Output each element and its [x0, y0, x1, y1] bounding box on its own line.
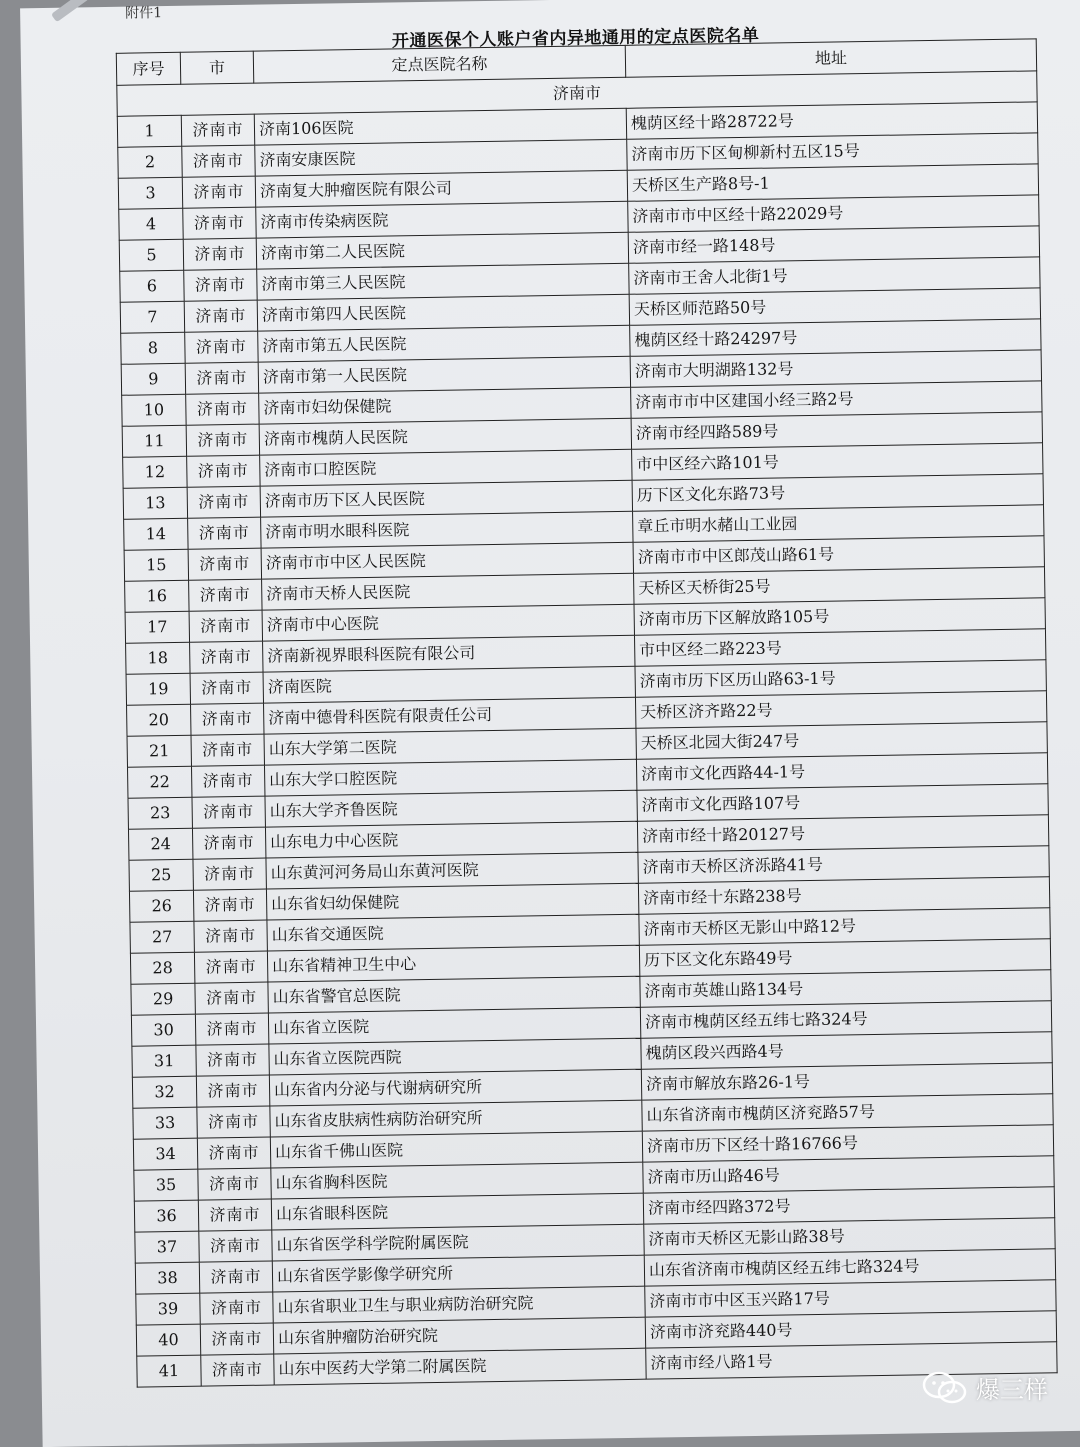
row-hospital-name: 济南市市中区人民医院	[261, 542, 633, 579]
row-address: 槐荫区经十路24297号	[630, 319, 1041, 356]
row-address: 济南市历山路46号	[643, 1156, 1054, 1193]
row-address: 济南市经八路1号	[646, 1342, 1057, 1379]
row-hospital-name: 济南市第四人民医院	[257, 294, 629, 331]
row-number: 5	[119, 239, 183, 271]
row-address: 市中区经六路101号	[632, 443, 1043, 480]
row-address: 市中区经二路223号	[634, 629, 1045, 666]
row-address: 历下区文化东路49号	[639, 939, 1050, 976]
row-number: 41	[137, 1355, 201, 1387]
row-city: 济南市	[187, 455, 260, 487]
row-city: 济南市	[195, 982, 268, 1014]
row-hospital-name: 济南新视界眼科医院有限公司	[263, 635, 635, 672]
row-hospital-name: 山东省精神卫生中心	[267, 945, 639, 982]
row-address: 天桥区济齐路22号	[635, 691, 1046, 728]
row-number: 24	[128, 828, 192, 860]
column-header-no: 序号	[116, 52, 180, 85]
row-number: 2	[118, 146, 182, 178]
row-hospital-name: 山东省交通医院	[267, 914, 639, 951]
row-number: 32	[132, 1076, 196, 1108]
row-address: 济南市经一路148号	[628, 226, 1039, 263]
row-address: 济南市天桥区无影山中路12号	[639, 908, 1050, 945]
row-city: 济南市	[193, 889, 266, 921]
row-city: 济南市	[194, 920, 267, 952]
row-city: 济南市	[184, 269, 257, 301]
row-address: 济南市经四路589号	[631, 412, 1042, 449]
row-city: 济南市	[189, 579, 262, 611]
row-hospital-name: 济南复大肿瘤医院有限公司	[255, 170, 627, 207]
row-address: 天桥区师范路50号	[629, 288, 1040, 325]
row-address: 济南市槐荫区经五纬七路324号	[640, 1001, 1051, 1038]
row-hospital-name: 济南市口腔医院	[260, 449, 632, 486]
row-number: 11	[122, 425, 186, 457]
row-address: 天桥区北园大街247号	[636, 722, 1047, 759]
row-hospital-name: 济南市历下区人民医院	[260, 480, 632, 517]
row-city: 济南市	[192, 796, 265, 828]
row-hospital-name: 济南市第一人民医院	[258, 356, 630, 393]
row-hospital-name: 济南市明水眼科医院	[261, 511, 633, 548]
row-city: 济南市	[198, 1199, 271, 1231]
row-number: 21	[127, 735, 191, 767]
row-number: 35	[134, 1169, 198, 1201]
row-number: 33	[133, 1107, 197, 1139]
row-number: 30	[131, 1014, 195, 1046]
row-address: 章丘市明水赭山工业园	[633, 505, 1044, 542]
row-hospital-name: 山东省眼科医院	[271, 1193, 643, 1230]
row-number: 20	[127, 704, 191, 736]
row-address: 历下区文化东路73号	[632, 474, 1043, 511]
row-number: 6	[120, 270, 184, 302]
row-number: 26	[129, 890, 193, 922]
row-number: 31	[132, 1045, 196, 1077]
row-number: 28	[130, 952, 194, 984]
row-city: 济南市	[186, 424, 259, 456]
row-number: 22	[127, 766, 191, 798]
row-address: 济南市市中区玉兴路17号	[645, 1280, 1056, 1317]
watermark-text: 爆三样	[976, 1376, 1048, 1404]
row-hospital-name: 济南市第三人民医院	[257, 263, 629, 300]
row-hospital-name: 山东省警官总医院	[268, 976, 640, 1013]
row-hospital-name: 山东大学口腔医院	[264, 759, 636, 796]
row-city: 济南市	[197, 1106, 270, 1138]
row-number: 23	[128, 797, 192, 829]
row-city: 济南市	[181, 114, 254, 146]
row-city: 济南市	[189, 610, 262, 642]
row-hospital-name: 济南中德骨科医院有限责任公司	[264, 697, 636, 734]
row-city: 济南市	[191, 703, 264, 735]
row-city: 济南市	[194, 951, 267, 983]
row-hospital-name: 山东中医药大学第二附属医院	[274, 1348, 646, 1385]
attachment-label: 附件1	[125, 5, 163, 22]
row-city: 济南市	[193, 858, 266, 890]
row-city: 济南市	[182, 176, 255, 208]
row-address: 济南市大明湖路132号	[630, 350, 1041, 387]
row-address: 济南市历下区历山路63-1号	[635, 660, 1046, 697]
row-city: 济南市	[190, 672, 263, 704]
document-title: 开通医保个人账户省内异地通用的定点医院名单	[391, 25, 760, 52]
row-number: 37	[135, 1231, 199, 1263]
row-city: 济南市	[191, 734, 264, 766]
row-address: 济南市经十路20127号	[637, 815, 1048, 852]
row-address: 济南市济兖路440号	[645, 1311, 1056, 1348]
row-city: 济南市	[185, 362, 258, 394]
row-hospital-name: 山东省胸科医院	[271, 1162, 643, 1199]
row-city: 济南市	[198, 1168, 271, 1200]
column-header-address: 地址	[625, 39, 1036, 77]
section-label: 济南市	[117, 71, 1037, 116]
row-hospital-name: 山东省妇幼保健院	[266, 883, 638, 920]
row-number: 39	[136, 1293, 200, 1325]
row-city: 济南市	[200, 1292, 273, 1324]
row-address: 济南市文化西路107号	[637, 784, 1048, 821]
row-number: 16	[125, 580, 189, 612]
row-number: 1	[117, 115, 181, 147]
row-hospital-name: 济南106医院	[254, 108, 626, 145]
row-city: 济南市	[183, 207, 256, 239]
row-number: 36	[134, 1200, 198, 1232]
row-number: 10	[122, 394, 186, 426]
row-number: 12	[123, 456, 187, 488]
row-city: 济南市	[190, 641, 263, 673]
row-number: 3	[118, 177, 182, 209]
row-address: 济南市市中区建国小经三路2号	[631, 381, 1042, 418]
row-hospital-name: 济南市天桥人民医院	[262, 573, 634, 610]
row-address: 济南市市中区经十路22029号	[628, 195, 1039, 232]
row-city: 济南市	[184, 300, 257, 332]
row-address: 济南市历下区甸柳新村五区15号	[627, 133, 1038, 170]
column-header-city: 市	[180, 51, 253, 84]
row-number: 34	[133, 1138, 197, 1170]
row-hospital-name: 山东大学齐鲁医院	[265, 790, 637, 827]
hospital-table	[116, 38, 1058, 1387]
row-hospital-name: 济南市第二人民医院	[256, 232, 628, 269]
row-city: 济南市	[185, 331, 258, 363]
row-address: 山东省济南市槐荫区济兖路57号	[642, 1094, 1053, 1131]
row-hospital-name: 山东省内分泌与代谢病研究所	[269, 1069, 641, 1106]
row-number: 13	[123, 487, 187, 519]
row-number: 40	[136, 1324, 200, 1356]
row-address: 济南市历下区解放路105号	[634, 598, 1045, 635]
row-city: 济南市	[182, 145, 255, 177]
row-address: 济南市英雄山路134号	[640, 970, 1051, 1007]
row-city: 济南市	[188, 517, 261, 549]
row-number: 27	[130, 921, 194, 953]
row-hospital-name: 山东省立医院	[268, 1007, 640, 1044]
row-hospital-name: 山东电力中心医院	[265, 821, 637, 858]
row-city: 济南市	[196, 1044, 269, 1076]
row-city: 济南市	[188, 548, 261, 580]
row-hospital-name: 山东省皮肤病性病防治研究所	[270, 1100, 642, 1137]
row-number: 4	[119, 208, 183, 240]
row-hospital-name: 济南市槐荫人民医院	[259, 418, 631, 455]
row-address: 济南市天桥区无影山路38号	[644, 1218, 1055, 1255]
row-address: 济南市市中区郎茂山路61号	[633, 536, 1044, 573]
wechat-icon	[922, 1371, 968, 1405]
column-header-hospital: 定点医院名称	[253, 45, 625, 83]
document-page	[20, 0, 1080, 1447]
row-number: 8	[121, 332, 185, 364]
row-address: 济南市解放东路26-1号	[641, 1063, 1052, 1100]
row-address: 槐荫区经十路28722号	[626, 102, 1037, 139]
row-address: 济南市历下区经十路16766号	[642, 1125, 1053, 1162]
row-number: 38	[135, 1262, 199, 1294]
row-city: 济南市	[191, 765, 264, 797]
row-city: 济南市	[196, 1075, 269, 1107]
row-address: 济南市经四路372号	[643, 1187, 1054, 1224]
row-city: 济南市	[199, 1261, 272, 1293]
row-address: 济南市天桥区济泺路41号	[638, 846, 1049, 883]
row-number: 7	[120, 301, 184, 333]
row-number: 15	[124, 549, 188, 581]
row-number: 9	[121, 363, 185, 395]
row-hospital-name: 山东省医学影像学研究所	[272, 1255, 644, 1292]
row-city: 济南市	[183, 238, 256, 270]
row-hospital-name: 济南市第五人民医院	[258, 325, 630, 362]
row-city: 济南市	[195, 1013, 268, 1045]
row-city: 济南市	[197, 1137, 270, 1169]
row-address: 天桥区天桥街25号	[634, 567, 1045, 604]
row-address: 槐荫区段兴西路4号	[641, 1032, 1052, 1069]
row-hospital-name: 山东省医学科学院附属医院	[272, 1224, 644, 1261]
row-hospital-name: 山东省千佛山医院	[270, 1131, 642, 1168]
row-address: 山东省济南市槐荫区经五纬七路324号	[644, 1249, 1055, 1286]
row-hospital-name: 济南安康医院	[255, 139, 627, 176]
pen-tip	[51, 0, 89, 22]
row-city: 济南市	[199, 1230, 272, 1262]
row-address: 济南市王舍人北街1号	[629, 257, 1040, 294]
row-hospital-name: 济南医院	[263, 666, 635, 703]
row-hospital-name: 山东黄河河务局山东黄河医院	[266, 852, 638, 889]
row-hospital-name: 济南市妇幼保健院	[259, 387, 631, 424]
row-city: 济南市	[200, 1323, 273, 1355]
row-number: 25	[129, 859, 193, 891]
row-address: 天桥区生产路8号-1	[627, 164, 1038, 201]
watermark	[922, 1370, 1048, 1405]
row-city: 济南市	[187, 486, 260, 518]
row-hospital-name: 山东省职业卫生与职业病防治研究院	[273, 1286, 645, 1323]
row-city: 济南市	[201, 1354, 274, 1386]
row-city: 济南市	[192, 827, 265, 859]
row-city: 济南市	[186, 393, 259, 425]
row-hospital-name: 济南市中心医院	[262, 604, 634, 641]
row-hospital-name: 山东省肿瘤防治研究院	[273, 1317, 645, 1354]
row-number: 29	[131, 983, 195, 1015]
row-hospital-name: 济南市传染病医院	[256, 201, 628, 238]
row-hospital-name: 山东省立医院西院	[269, 1038, 641, 1075]
row-number: 18	[126, 642, 190, 674]
row-hospital-name: 山东大学第二医院	[264, 728, 636, 765]
row-address: 济南市文化西路44-1号	[636, 753, 1047, 790]
row-address: 济南市经十东路238号	[638, 877, 1049, 914]
row-number: 17	[125, 611, 189, 643]
row-number: 14	[124, 518, 188, 550]
row-number: 19	[126, 673, 190, 705]
